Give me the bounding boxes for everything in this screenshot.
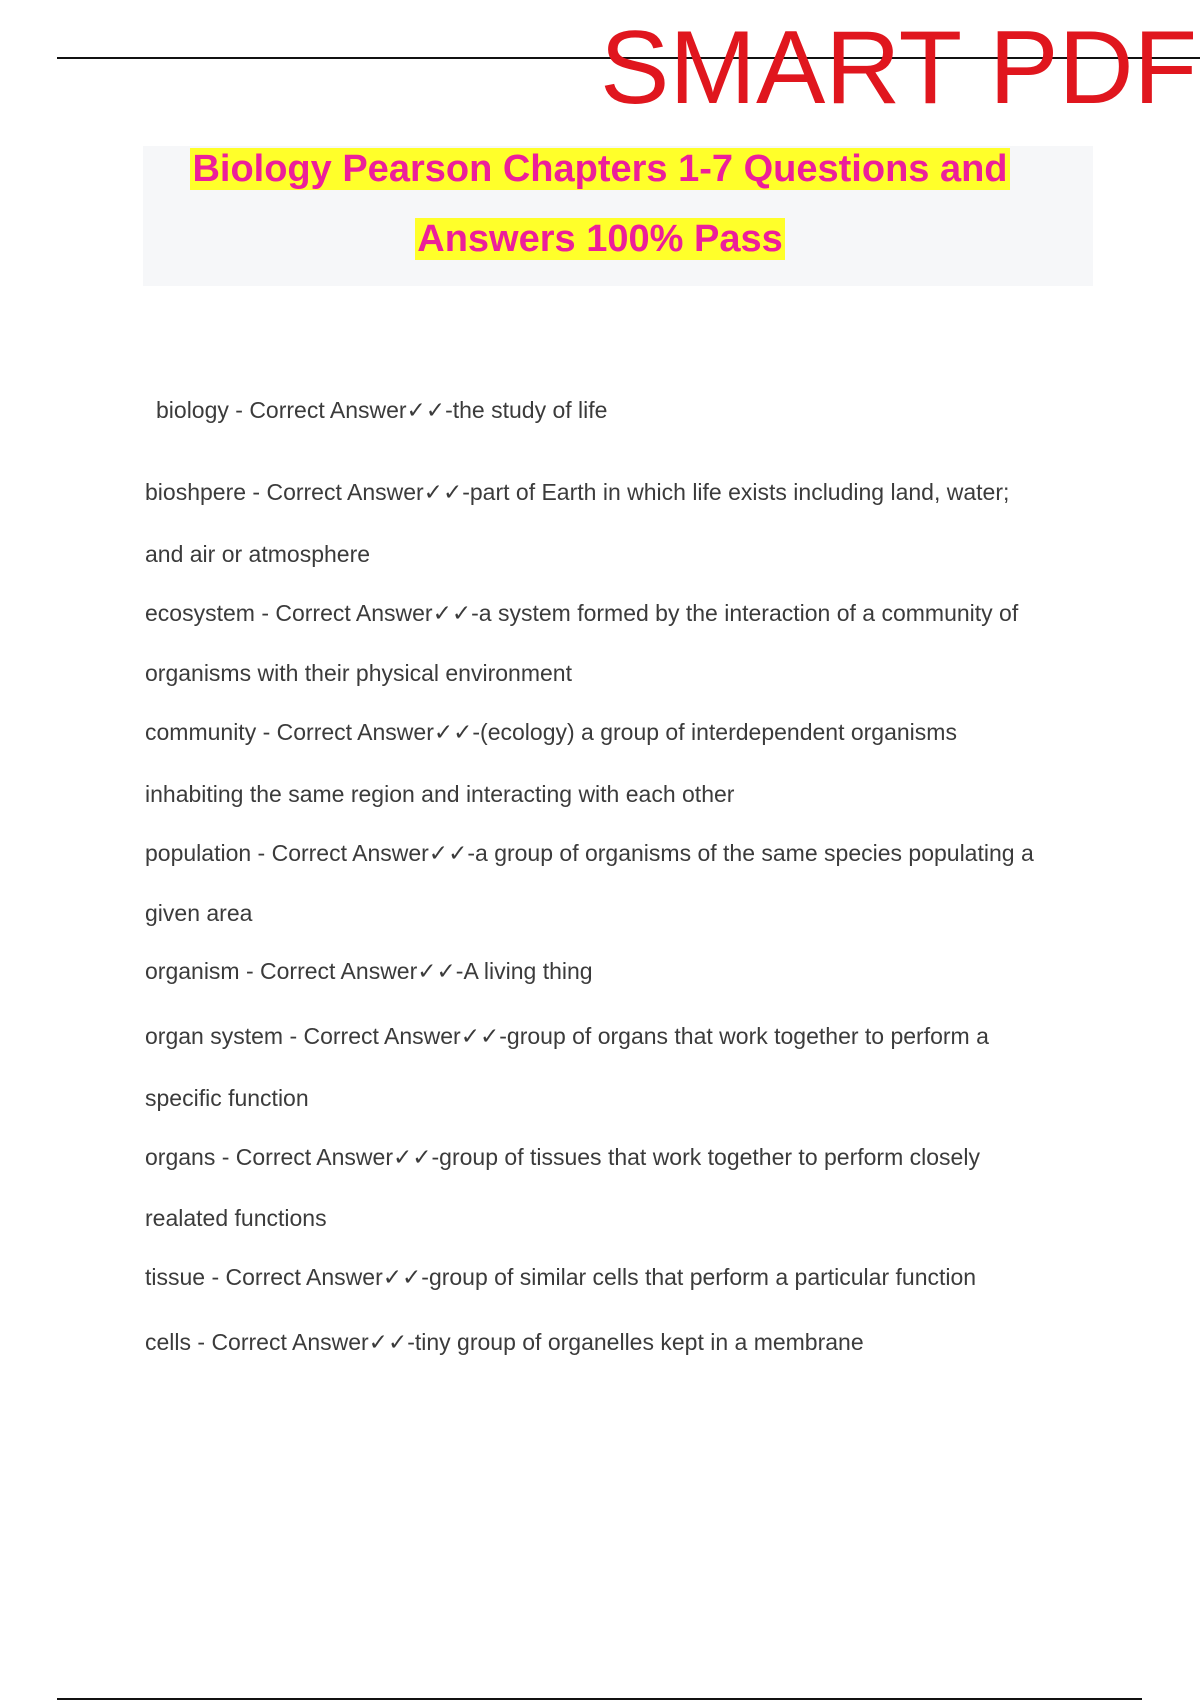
title-text-2: Answers 100% Pass [417,218,783,260]
qa-line-biosphere: bioshpere - Correct Answer✓✓-part of Earth in which life exists including land, water; [145,479,1010,505]
document-title-line-2 [0,217,1200,261]
qa-line-population: population - Correct Answer✓✓-a group of organisms of the same species populating a [145,840,1034,866]
qa-line-organs-cont: realated functions [145,1205,327,1231]
qa-line-population-cont: given area [145,900,253,926]
qa-line-biology: biology - Correct Answer✓✓-the study of life [156,397,608,423]
qa-line-organ-system: organ system - Correct Answer✓✓-group of organs that work together to perform a [145,1023,989,1049]
qa-line-community: community - Correct Answer✓✓-(ecology) a group of interdependent organisms [145,719,957,745]
qa-line-ecosystem: ecosystem - Correct Answer✓✓-a system formed by the interaction of a community of [145,600,1019,626]
qa-line-cells: cells - Correct Answer✓✓-tiny group of organelles kept in a membrane [145,1329,864,1355]
qa-line-organism: organism - Correct Answer✓✓-A living thing [145,958,593,984]
qa-line-biosphere-cont: and air or atmosphere [145,541,371,567]
qa-line-organ-system-cont: specific function [145,1085,309,1111]
qa-line-tissue: tissue - Correct Answer✓✓-group of similar cells that perform a particular function [145,1264,977,1290]
qa-line-community-cont: inhabiting the same region and interacting with each other [145,781,735,807]
qa-line-ecosystem-cont: organisms with their physical environment [145,660,572,686]
title-text-1: Biology Pearson Chapters 1-7 Questions and [192,148,1008,190]
qa-line-organs: organs - Correct Answer✓✓-group of tissues that work together to perform closely [145,1144,980,1170]
document-title-line-1 [0,147,1200,191]
watermark-text: SMART PDF [600,10,1198,126]
